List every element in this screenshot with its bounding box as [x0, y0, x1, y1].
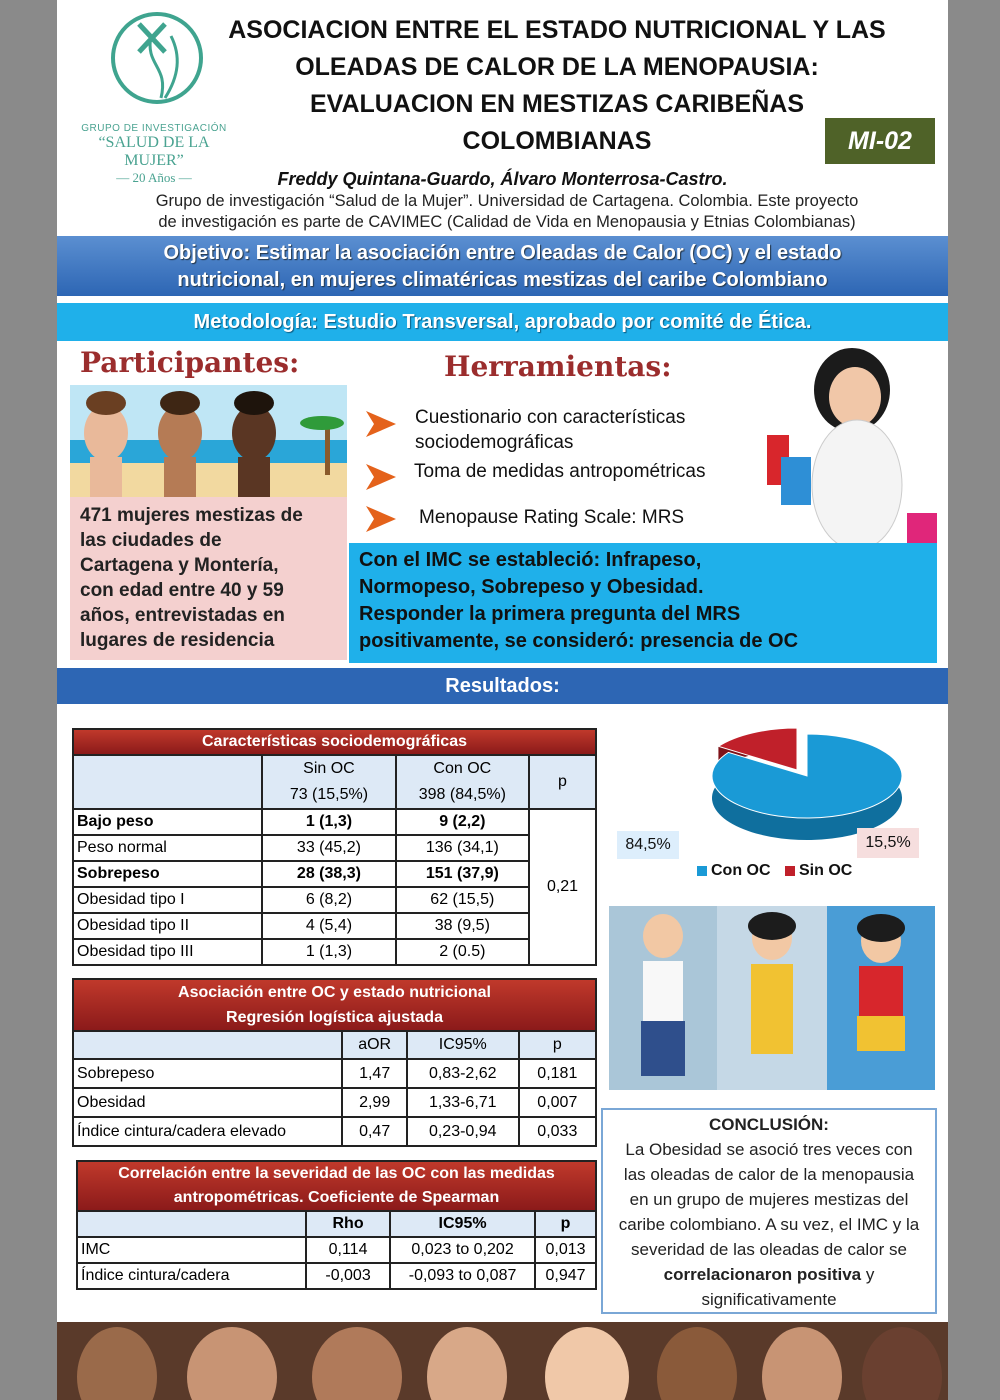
conclusion-line: en un grupo de mujeres mestizas del — [629, 1190, 909, 1209]
conclusion-line: La Obesidad se asoció tres veces con — [625, 1140, 913, 1159]
table-row — [77, 1263, 596, 1289]
poster-title — [217, 12, 897, 160]
conclusion-emphasis: correlacionaron positiva — [663, 1265, 862, 1284]
participants-line: lugares de residencia — [80, 630, 275, 651]
affiliation-line: de investigación es parte de CAVIMEC (Calidad de Vida en Menopausia y Etnias Colombianas) — [158, 213, 856, 231]
cell-p: 0,013 — [535, 1237, 596, 1263]
header-sin-oc-n: 73 (15,5%) — [289, 786, 369, 803]
logo-line-1: GRUPO DE INVESTIGACIÓN — [81, 123, 227, 134]
cell-ic: 1,33-6,71 — [407, 1088, 519, 1117]
participants-line: con edad entre 40 y 59 — [80, 580, 284, 601]
row-label: Obesidad tipo II — [73, 913, 262, 939]
tool-label: Toma de medidas antropométricas — [414, 461, 706, 482]
conclusion-line: caribe colombiano. A su vez, el IMC y la — [618, 1215, 920, 1234]
cell-sin: 6 (8,2) — [262, 887, 395, 913]
participants-line: Cartagena y Montería, — [80, 555, 279, 576]
header-con-oc: Con OC — [433, 760, 492, 777]
table-header-cell: p — [535, 1211, 596, 1237]
table-header-cell: Rho — [306, 1211, 390, 1237]
table-row — [73, 887, 596, 913]
row-label: Obesidad — [73, 1088, 342, 1117]
authors: Freddy Quintana-Guardo, Álvaro Monterrosa-Castro. — [277, 169, 728, 189]
table-title — [77, 1161, 596, 1211]
table-header-p: p — [529, 755, 596, 809]
table-row — [73, 913, 596, 939]
imc-line: Normopeso, Sobrepeso y Obesidad. — [359, 576, 704, 598]
cell-aor: 2,99 — [342, 1088, 406, 1117]
cell-con: 2 (0.5) — [396, 939, 529, 965]
table-title-line: Asociación entre OC y estado nutricional — [178, 984, 491, 1001]
table-title-line: Regresión logística ajustada — [226, 1009, 443, 1026]
table-row — [73, 939, 596, 965]
logistic-regression-table — [72, 978, 597, 1147]
tool-label-line: sociodemográficas — [415, 432, 574, 453]
row-label: Bajo peso — [73, 809, 262, 835]
cell-ic: -0,093 to 0,087 — [390, 1263, 535, 1289]
conclusion-line-end: y — [861, 1265, 875, 1284]
cell-ic: 0,023 to 0,202 — [390, 1237, 535, 1263]
table-header-cell — [396, 755, 529, 809]
participants-description — [70, 497, 347, 660]
cell-p: 0,007 — [519, 1088, 596, 1117]
row-label: IMC — [77, 1237, 306, 1263]
row-label: Índice cintura/cadera elevado — [73, 1117, 342, 1146]
table-title-line: antropométricas. Coeficiente de Spearman — [173, 1189, 500, 1206]
poster — [57, 0, 948, 1400]
cell-ic: 0,23-0,94 — [407, 1117, 519, 1146]
table-header-cell — [73, 755, 262, 809]
affiliation-line: Grupo de investigación “Salud de la Mujer”. Universidad de Cartagena. Colombia. Este proyecto — [155, 192, 859, 210]
header-con-oc-n: 398 (84,5%) — [418, 786, 506, 803]
conclusion-line — [603, 1262, 935, 1287]
row-label: Sobrepeso — [73, 1059, 342, 1088]
cell-rho: -0,003 — [306, 1263, 390, 1289]
participants-heading: Participantes: — [80, 346, 300, 379]
table-title: Características sociodemográficas — [73, 729, 596, 755]
cell-con: 38 (9,5) — [396, 913, 529, 939]
results-banner: Resultados: — [57, 668, 948, 704]
table-header-cell: IC95% — [407, 1031, 519, 1059]
conclusion-heading: CONCLUSIÓN: — [709, 1115, 829, 1134]
table-row — [73, 1117, 596, 1146]
sociodemographic-table — [72, 728, 597, 966]
logo-emblem-icon — [99, 6, 209, 116]
pie-label-con-oc: 84,5% — [617, 831, 679, 859]
title-line: EVALUACION EN MESTIZAS CARIBEÑAS — [309, 90, 804, 118]
objective-line: nutricional, en mujeres climatéricas mestizas del caribe Colombiano — [177, 269, 828, 291]
cell-p: 0,181 — [519, 1059, 596, 1088]
chevron-right-icon — [364, 462, 398, 492]
conclusion-last-line: significativamente — [701, 1290, 837, 1309]
poster-code-badge: MI-02 — [825, 118, 935, 164]
logo-line-2: “SALUD DE LA MUJER” — [98, 134, 210, 169]
cell-con: 136 (34,1) — [396, 835, 529, 861]
title-line: COLOMBIANAS — [462, 127, 652, 155]
cell-con: 9 (2,2) — [396, 809, 529, 835]
cell-con: 151 (37,9) — [396, 861, 529, 887]
cell-p: 0,033 — [519, 1117, 596, 1146]
pie-label-sin-oc: 15,5% — [857, 828, 919, 858]
women-faces-photo-strip — [57, 1322, 948, 1400]
legend-label-sin-oc: Sin OC — [799, 862, 853, 879]
table-row — [73, 861, 596, 887]
row-label: Índice cintura/cadera — [77, 1263, 306, 1289]
row-label: Sobrepeso — [73, 861, 262, 887]
cell-p: 0,947 — [535, 1263, 596, 1289]
imc-criteria-box — [349, 543, 937, 663]
table-header-cell: IC95% — [390, 1211, 535, 1237]
beach-women-illustration — [70, 385, 347, 497]
table-row — [73, 1088, 596, 1117]
title-line: ASOCIACION ENTRE EL ESTADO NUTRICIONAL Y LAS — [228, 16, 886, 44]
conclusion-box — [601, 1108, 937, 1314]
spearman-table — [76, 1160, 597, 1290]
methodology-banner: Metodología: Estudio Transversal, aprobado por comité de Ética. — [57, 303, 948, 341]
cell-sin: 1 (1,3) — [262, 939, 395, 965]
cell-sin: 1 (1,3) — [262, 809, 395, 835]
logo-line-3: — 20 Años — — [116, 170, 192, 185]
table-row — [73, 809, 596, 835]
pie-legend — [697, 862, 852, 880]
objective-line: Objetivo: Estimar la asociación entre Oleadas de Calor (OC) y el estado — [163, 242, 842, 264]
cell-rho: 0,114 — [306, 1237, 390, 1263]
table-header-cell: aOR — [342, 1031, 406, 1059]
chevron-right-icon — [364, 409, 398, 439]
tool-label: Menopause Rating Scale: MRS — [419, 507, 685, 528]
row-label: Peso normal — [73, 835, 262, 861]
cell-aor: 1,47 — [342, 1059, 406, 1088]
conclusion-line: severidad de las oleadas de calor se — [631, 1240, 907, 1259]
table-header-cell: p — [519, 1031, 596, 1059]
table-row — [77, 1237, 596, 1263]
imc-line: positivamente, se consideró: presencia de OC — [359, 630, 799, 652]
cell-sin: 4 (5,4) — [262, 913, 395, 939]
legend-swatch-con-oc — [697, 866, 707, 876]
cell-aor: 0,47 — [342, 1117, 406, 1146]
participants-line: 471 mujeres mestizas de — [80, 505, 303, 526]
table-header-cell — [262, 755, 395, 809]
table-title-line: Correlación entre la severidad de las OC con las medidas — [118, 1165, 555, 1182]
row-label: Obesidad tipo I — [73, 887, 262, 913]
table-row — [73, 1059, 596, 1088]
tool-label — [415, 405, 685, 455]
imc-line: Con el IMC se estableció: Infrapeso, — [359, 549, 702, 571]
group-logo — [79, 6, 229, 185]
table-header-cell — [77, 1211, 306, 1237]
chevron-right-icon — [364, 504, 398, 534]
conclusion-line: las oleadas de calor de la menopausia — [623, 1165, 915, 1184]
cell-sin: 33 (45,2) — [262, 835, 395, 861]
three-women-illustration — [609, 906, 935, 1090]
tools-heading: Herramientas: — [444, 350, 672, 383]
participants-line: años, entrevistadas en — [80, 605, 285, 626]
objective-banner — [57, 236, 948, 296]
participants-line: las ciudades de — [80, 530, 222, 551]
table-header-cell — [73, 1031, 342, 1059]
cell-con: 62 (15,5) — [396, 887, 529, 913]
cell-ic: 0,83-2,62 — [407, 1059, 519, 1088]
imc-line: Responder la primera pregunta del MRS — [359, 603, 741, 625]
legend-label-con-oc: Con OC — [711, 862, 771, 879]
table-title — [73, 979, 596, 1031]
table-row — [73, 835, 596, 861]
tool-label-line: Cuestionario con características — [415, 407, 686, 428]
header-sin-oc: Sin OC — [303, 760, 355, 777]
title-line: OLEADAS DE CALOR DE LA MENOPAUSIA: — [295, 53, 819, 81]
cell-sin: 28 (38,3) — [262, 861, 395, 887]
affiliation — [77, 191, 937, 233]
row-label: Obesidad tipo III — [73, 939, 262, 965]
cell-p: 0,21 — [529, 809, 596, 965]
legend-swatch-sin-oc — [785, 866, 795, 876]
